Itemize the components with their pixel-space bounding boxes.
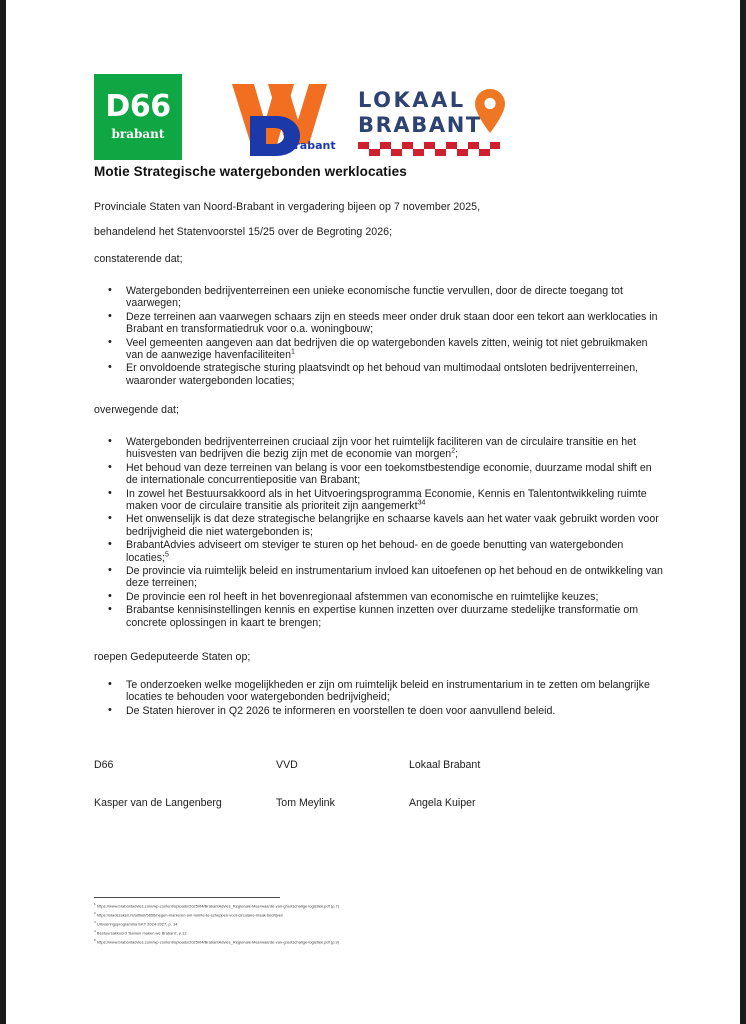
- lokaal-brabant-line1: LOKAAL: [358, 88, 466, 112]
- footnote-ref-34: 34: [417, 499, 426, 507]
- list-item-text: Te onderzoeken welke mogelijkheden er zijn om ruimtelijk beleid en instrumentarium in te zetten om belangrijke locaties te behouden voor watergebonden bedrijvigheid;: [126, 679, 650, 704]
- list-item-text: Het onwenselijk is dat deze strategische belangrijke en schaarse kavels aan het water vaak gebruikt worden voor bedrijvigheid die niet watergebonden is;: [126, 513, 659, 538]
- footnote-ref-2: 2: [451, 447, 456, 455]
- lokaal-brabant-logo: [356, 88, 508, 158]
- vvd-logo-sublabel: Brabant: [286, 139, 336, 152]
- signature-name-2: Angela Kuiper: [409, 797, 476, 809]
- d66-logo: [94, 74, 182, 160]
- party-logo-row: [94, 74, 514, 162]
- footnote-number: 1: [94, 902, 96, 906]
- list-item-text: Veel gemeenten aangeven aan dat bedrijven die op watergebonden kavels zitten, weinig tot niet gebruikmaken van de aanwezige havenfaciliteiten: [126, 336, 648, 362]
- list-item-text: Het behoud van deze terreinen van belang is voor een toekomstbestendige economie, duurzame modal shift en de internationale concurrentiepositie van Brabant;: [126, 461, 652, 487]
- list-item: [94, 311, 664, 336]
- list-item: [94, 462, 664, 487]
- section-heading-overwegende: overwegende dat;: [94, 404, 180, 416]
- list-item: [94, 565, 664, 590]
- list-item: [94, 488, 664, 513]
- footnote-text: https://stadszaken.nl/artikel/5856/negen-manieren-om-ruimte-te-scheppen-voor-circulaire-maak-bedrijven: [96, 912, 284, 918]
- footnote-number: 4: [94, 928, 96, 933]
- overwegende-list: [94, 436, 664, 630]
- footnote-number: 2: [94, 910, 96, 915]
- list-item-text: Deze terreinen aan vaarwegen schaars zijn en steeds meer onder druk staan door een tekort aan werklocaties in Brabant en transformatiedruk voor o.a. woningbouw;: [126, 310, 658, 336]
- list-item: • Watergebonden bedrijventerreinen cruciaal zijn voor het ruimtelijk faciliteren van de circulaire transitie en het huisvesten van bedrijven die bezig zijn met de economie van morgen$^2$;: [94, 436, 664, 461]
- footnote-item: [94, 910, 674, 919]
- checkered-band-icon: [358, 142, 500, 156]
- signature-name-0: Kasper van de Langenberg: [94, 797, 222, 809]
- footnote-list: [94, 901, 674, 945]
- list-item-text: De Staten hierover in Q2 2026 te informeren en voorstellen te doen voor aanvullend beleid.: [126, 704, 556, 717]
- list-item-text: Watergebonden bedrijventerreinen een unieke economische functie vervullen, door de directe toegang tot vaarwegen;: [126, 285, 623, 310]
- list-item: [94, 591, 664, 603]
- lokaal-brabant-line2: BRABANT: [358, 113, 482, 137]
- list-item-text: De provincie via ruimtelijk beleid en instrumentarium invloed kan uitoefenen op het behoud en de ontwikkeling van deze terreinen;: [126, 565, 663, 590]
- footnote-item: [94, 919, 674, 928]
- d66-logo-sublabel: brabant: [111, 127, 165, 141]
- constaterende-list: [94, 285, 664, 388]
- footnote-number: 5: [94, 937, 96, 942]
- footnote-text: Uitvoeringsprogramma EKT 2024-2027, p. 14: [96, 921, 178, 927]
- intro-line-1: Provinciale Staten van Noord-Brabant in vergadering bijeen op 7 november 2025,: [94, 201, 481, 213]
- footnote-ref-1: 1: [291, 348, 295, 356]
- map-pin-icon: [474, 88, 506, 134]
- list-item-text: BrabantAdvies adviseert om steviger te sturen op het behoud- en de goede benutting van watergebonden locaties;: [126, 539, 624, 564]
- list-item-text: De provincie een rol heeft in het bovenregionaal afstemmen van economische en ruimtelijke keuzes;: [126, 590, 599, 603]
- intro-line-2: behandelend het Statenvoorstel 15/25 over de Begroting 2026;: [94, 226, 393, 238]
- vvd-logo: [224, 78, 336, 160]
- footnote-text: https://www.brabantadvies.com/wp-content/uploads/2025/04/BrabantAdvies_Regionale-Meerwaarde-van-grootschalige-logistiek.pdf (p.9): [96, 938, 340, 944]
- list-item: [94, 705, 664, 717]
- footnote-text: Bestuursakkoord 'Samen maken we Brabant', p.12: [96, 929, 187, 935]
- document-page: [6, 0, 740, 1024]
- list-item: [94, 337, 664, 362]
- footnote-number: 3: [94, 919, 96, 924]
- list-item: [94, 362, 664, 387]
- list-item: [94, 513, 664, 538]
- section-heading-roepen: roepen Gedeputeerde Staten op;: [94, 651, 251, 663]
- signature-party-0: D66: [94, 759, 114, 771]
- d66-logo-name: D66: [105, 89, 171, 124]
- footnote-item: [94, 901, 674, 910]
- footnote-item: [94, 937, 674, 946]
- list-item-text: Watergebonden bedrijventerreinen cruciaal zijn voor het ruimtelijk faciliteren van de circulaire transitie en het huisvesten van bedrijven die bezig zijn met de economie van morgen: [126, 436, 637, 461]
- footnote-separator: [94, 897, 280, 898]
- footnote-ref-5: 5: [165, 551, 169, 559]
- signature-name-1: Tom Meylink: [276, 797, 335, 809]
- page-title: Motie Strategische watergebonden werklocaties: [94, 164, 407, 179]
- footnote-text: https://www.brabantadvies.com/wp-content/uploads/2025/04/BrabantAdvies_Regionale-Meerwaarde-van-grootschalige-logistiek.pdf (p.7): [96, 903, 340, 909]
- roepen-list: [94, 679, 664, 718]
- list-item-text: Brabantse kennisinstellingen kennis en expertise kunnen inzetten over duurzame stedelijke transformatie om concrete oplossingen in kaart te brengen;: [126, 604, 639, 629]
- list-item: [94, 604, 664, 629]
- list-item: [94, 679, 664, 704]
- footnote-item: [94, 928, 674, 937]
- list-item-text: Er onvoldoende strategische sturing plaatsvindt op het behoud van multimodaal ontsloten bedrijventerreinen, waaronder watergebonden locaties;: [126, 362, 639, 387]
- section-heading-constaterende: constaterende dat;: [94, 253, 183, 265]
- document-body: [88, 0, 688, 1024]
- signature-party-1: VVD: [276, 759, 298, 771]
- list-item: [94, 539, 664, 564]
- signature-party-2: Lokaal Brabant: [409, 759, 481, 771]
- list-item-text: In zowel het Bestuursakkoord als in het Uitvoeringsprogramma Economie, Kennis en Talentontwikkeling ruimte maken voor de circulaire transitie als prioriteit zijn aangemerkt: [126, 487, 647, 513]
- list-item: [94, 285, 664, 310]
